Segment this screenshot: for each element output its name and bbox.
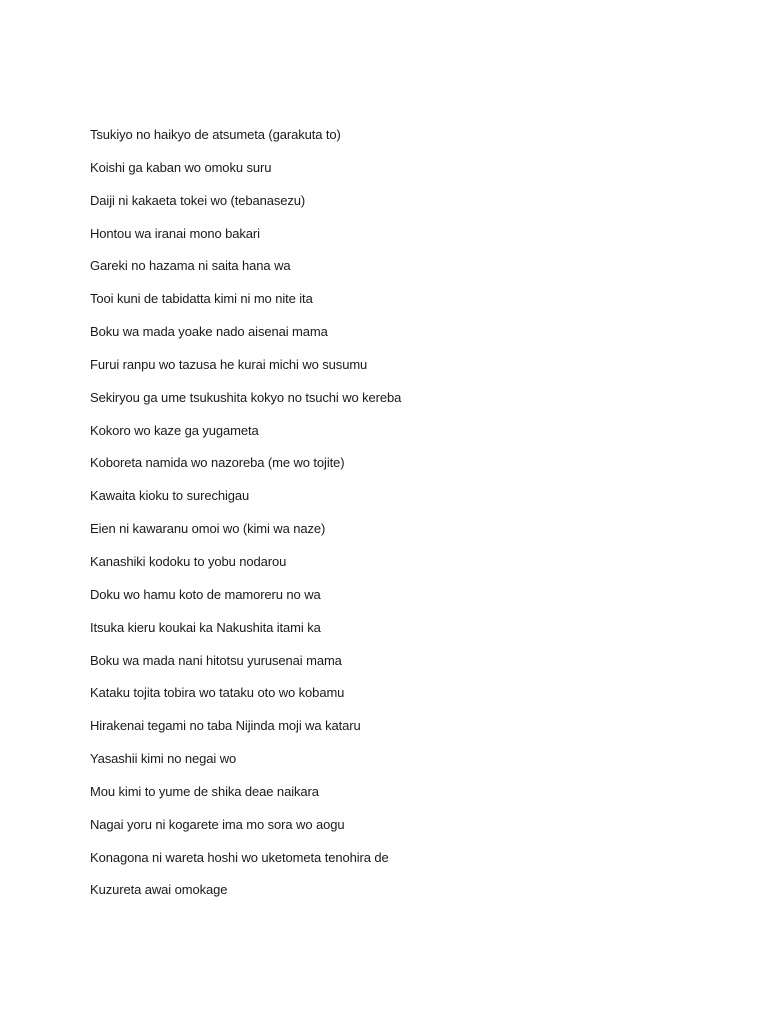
lyric-line: Kanashiki kodoku to yobu nodarou [90, 553, 287, 569]
lyric-line: Hontou wa iranai mono bakari [90, 225, 260, 241]
lyric-line: Sekiryou ga ume tsukushita kokyo no tsuchi wo kereba [90, 389, 402, 405]
lyric-line: Tsukiyo no haikyo de atsumeta (garakuta to) [90, 127, 341, 142]
lyric-line: Tooi kuni de tabidatta kimi ni mo nite ita [90, 291, 313, 307]
lyric-line: Nagai yoru ni kogarete ima mo sora wo aogu [90, 816, 345, 832]
lyric-line: Kuzureta awai omokage [90, 882, 228, 898]
lyric-line: Koboreta namida wo nazoreba (me wo tojite) [90, 455, 345, 471]
lyric-line: Mou kimi to yume de shika deae naikara [90, 783, 319, 799]
lyric-line: Boku wa mada yoake nado aisenai mama [90, 324, 328, 340]
lyric-line: Furui ranpu wo tazusa he kurai michi wo susumu [90, 356, 368, 372]
lyric-line: Kawaita kioku to surechigau [90, 488, 250, 504]
lyric-line: Daiji ni kakaeta tokei wo (tebanasezu) [90, 192, 306, 208]
lyrics-list [90, 124, 401, 912]
lyric-line: Itsuka kieru koukai ka Nakushita itami ka [90, 619, 321, 635]
lyric-line: Gareki no hazama ni saita hana wa [90, 258, 291, 274]
lyric-line: Eien ni kawaranu omoi wo (kimi wa naze) [90, 521, 326, 537]
lyric-line: Yasashii kimi no negai wo [90, 751, 237, 767]
lyric-line: Hirakenai tegami no taba Nijinda moji wa kataru [90, 718, 361, 734]
lyric-line: Koishi ga kaban wo omoku suru [90, 159, 272, 175]
lyric-line: Konagona ni wareta hoshi wo uketometa tenohira de [90, 849, 389, 865]
lyric-line: Doku wo hamu koto de mamoreru no wa [90, 586, 321, 602]
lyric-line: Kokoro wo kaze ga yugameta [90, 422, 259, 438]
lyric-line: Kataku tojita tobira wo tataku oto wo kobamu [90, 685, 345, 701]
lyric-line: Boku wa mada nani hitotsu yurusenai mama [90, 652, 342, 668]
